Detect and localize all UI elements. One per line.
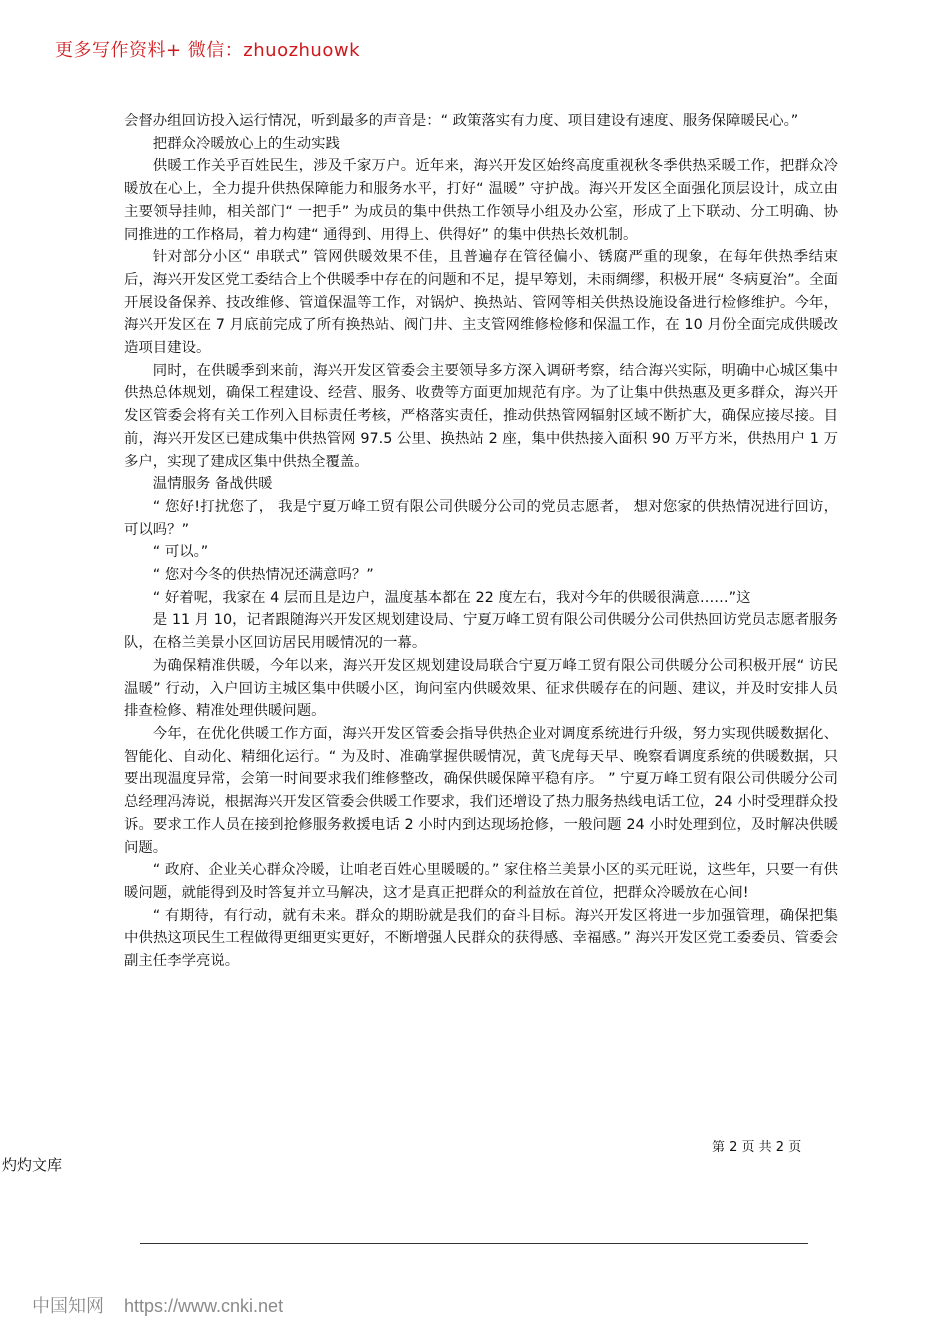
body-paragraph: 同时，在供暖季到来前，海兴开发区管委会主要领导多方深入调研考察，结合海兴实际，明确中心城区集中供热总体规划，确保工程建设、经营、服务、收费等方面更加规范有序。为了让集中供热惠及更多群众，海兴开发区管委会将有关工作列入目标责任考核，严格落实责任，推动供热管网辐射区域不断扩大，确保应接尽接。目前，海兴开发区已建成集中供热管网 97.5 公里、换热站 2 座，集中供热接入面积 90 万平方米，供热用户 1 万多户，实现了建成区集中供热全覆盖。 (124, 362, 838, 470)
section-heading: 把群众冷暖放心上的生动实践 (152, 135, 340, 152)
library-label: 灼灼文库 (2, 1156, 63, 1174)
body-paragraph: 会督办组回访投入运行情况，听到最多的声音是：“ 政策落实有力度、项目建设有速度、服务保障暖民心。” (124, 113, 799, 129)
footer-divider (140, 1243, 808, 1244)
watermark-brand: 中国知网 (32, 1296, 104, 1316)
body-paragraph: 今年，在优化供暖工作方面，海兴开发区管委会指导供热企业对调度系统进行升级，努力实现供暖数据化、智能化、自动化、精细化运行。“ 为及时、准确掌握供暖情况，黄飞虎每天早、晚察看调度系统的供暖数据，只要出现温度异常，会第一时间要求我们维修整改，确保供暖保障平稳有序。 ” 宁夏万峰工贸有限公司供暖分公司总经理冯涛说，根据海兴开发区管委会供暖工作要求，我们还增设了热力服务热线电话工位，24 小时受理群众投诉。要求工作人员在接到抢修服务救援电话 2 小时内到达现场抢修，一般问题 24 小时处理到位，及时解决供暖问题。 (124, 725, 838, 856)
page-number: 第 2 页 共 2 页 (712, 1140, 802, 1155)
promo-banner: 更多写作资料+ 微信：zhuozhuowk (55, 40, 361, 61)
body-paragraph: “ 您好!打扰您了， 我是宁夏万峰工贸有限公司供暖分公司的党员志愿者， 想对您家的供热情况进行回访，可以吗？” (124, 498, 838, 538)
body-paragraph: 为确保精准供暖，今年以来，海兴开发区规划建设局联合宁夏万峰工贸有限公司供暖分公司积极开展“ 访民温暖” 行动，入户回访主城区集中供暖小区，询问室内供暖效果、征求供暖存在的问题、建议，并及时安排人员排查检修、精准处理供暖问题。 (124, 657, 838, 720)
body-paragraph: 针对部分小区“ 串联式” 管网供暖效果不佳，且普遍存在管径偏小、锈腐严重的现象，在每年供热季结束后，海兴开发区党工委结合上个供暖季中存在的问题和不足，提早筹划，未雨绸缪，积极开展“ 冬病夏治”。全面开展设备保养、技改维修、管道保温等工作，对锅炉、换热站、管网等相关供热设施设备进行检修维护。今年，海兴开发区在 7 月底前完成了所有换热站、阀门井、主支管网维修检修和保温工作，在 10 月份全面完成供暖改造项目建设。 (124, 249, 838, 357)
section-heading: 温情服务 备战供暖 (152, 476, 273, 493)
body-paragraph: “ 好着呢，我家在 4 层而且是边户，温度基本都在 22 度左右，我对今年的供暖很满意……”这 (152, 589, 751, 606)
cnki-watermark (32, 1292, 283, 1318)
body-paragraph: 是 11 月 10，记者跟随海兴开发区规划建设局、宁夏万峰工贸有限公司供暖分公司供热回访党员志愿者服务队，在格兰美景小区回访居民用暖情况的一幕。 (124, 612, 838, 652)
body-paragraph: “ 有期待，有行动，就有未来。群众的期盼就是我们的奋斗目标。海兴开发区将进一步加强管理，确保把集中供热这项民生工程做得更细更实更好，不断增强人民群众的获得感、幸福感。” 海兴开发区党工委委员、管委会副主任李学亮说。 (124, 907, 838, 970)
document-body (124, 110, 838, 973)
body-paragraph: “ 您对今冬的供热情况还满意吗？” (152, 567, 374, 584)
watermark-url: https://www.cnki.net (124, 1296, 284, 1316)
body-paragraph: 供暖工作关乎百姓民生，涉及千家万户。近年来，海兴开发区始终高度重视秋冬季供热采暖工作，把群众冷暖放在心上，全力提升供热保障能力和服务水平，打好“ 温暖” 守护战。海兴开发区全面强化顶层设计，成立由主要领导挂帅，相关部门“ 一把手” 为成员的集中供热工作领导小组及办公室，形成了上下联动、分工明确、协同推进的工作格局，着力构建“ 通得到、用得上、供得好” 的集中供热长效机制。 (124, 158, 838, 243)
body-paragraph: “ 政府、企业关心群众冷暖，让咱老百姓心里暖暖的。” 家住格兰美景小区的买元旺说，这些年，只要一有供暖问题，就能得到及时答复并立马解决，这才是真正把群众的利益放在首位，把群众冷暖放在心间! (124, 862, 838, 901)
body-paragraph: “ 可以。” (152, 544, 209, 561)
